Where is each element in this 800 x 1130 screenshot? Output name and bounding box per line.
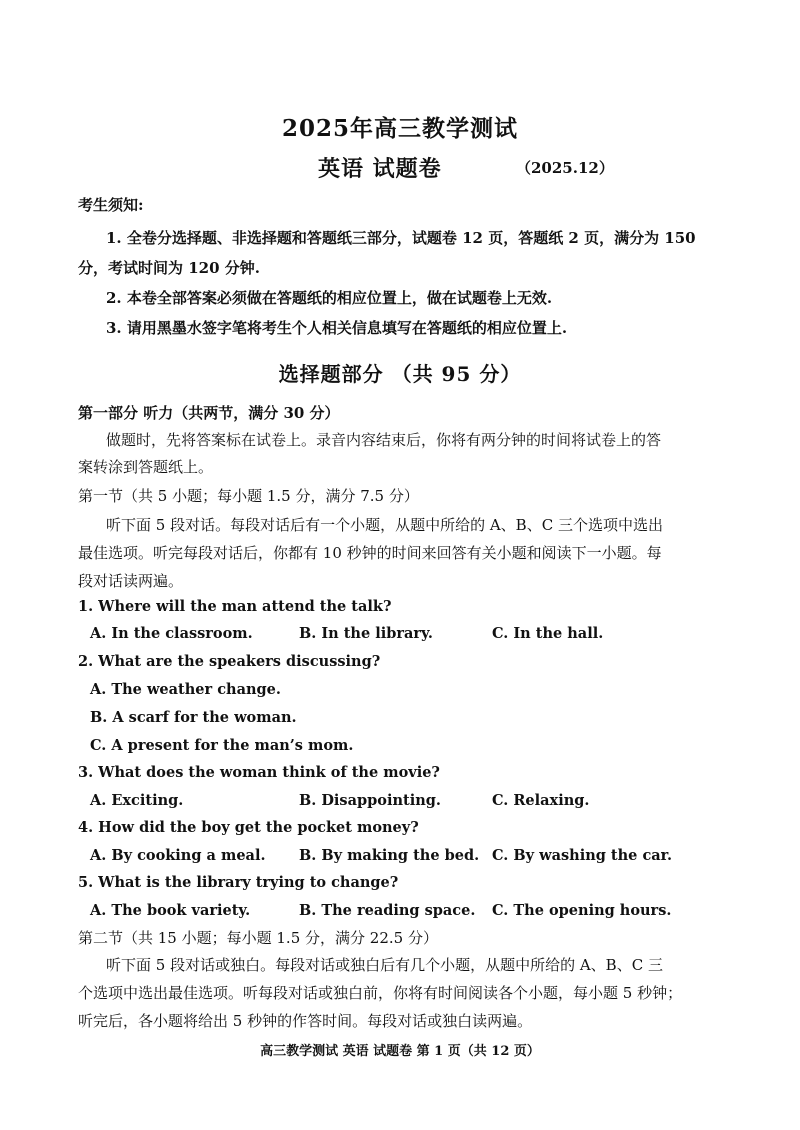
subtitle-row	[0, 152, 800, 186]
question-3-option-a: A. Exciting.	[90, 792, 184, 809]
part1-intro-1: 做题时，先将答案标在试卷上。录音内容结束后，你将有两分钟的时间将试卷上的答	[106, 431, 662, 449]
question-4-option-c: C. By washing the car.	[492, 847, 673, 864]
section1-intro-3: 段对话读两遍。	[78, 572, 184, 590]
notice-line-1: 1. 全卷分选择题、非选择题和答题纸三部分，试题卷 12 页，答题纸 2 页，满分为 150	[106, 229, 696, 247]
question-4: 4. How did the boy get the pocket money?	[78, 819, 419, 836]
question-4-option-b: B. By making the bed.	[299, 847, 480, 864]
section2-intro-2: 个选项中选出最佳选项。听每段对话或独白前，你将有时间阅读各个小题，每小题 5 秒钟；	[78, 984, 683, 1002]
question-3-option-b: B. Disappointing.	[299, 792, 441, 809]
section2-intro-3: 听完后，各小题将给出 5 秒钟的作答时间。每段对话或独白读两遍。	[78, 1012, 533, 1030]
section2-heading: 第二节（共 15 小题；每小题 1.5 分，满分 22.5 分）	[78, 929, 438, 947]
section1-intro-1: 听下面 5 段对话。每段对话后有一个小题，从题中所给的 A、B、C 三个选项中选出	[106, 516, 663, 534]
question-5-option-c: C. The opening hours.	[492, 902, 672, 919]
question-3-option-c: C. Relaxing.	[492, 792, 590, 809]
section1-intro-2: 最佳选项。听完每段对话后，你都有 10 秒钟的时间来回答有关小题和阅读下一小题。每	[78, 544, 662, 562]
question-2-option-a: A. The weather change.	[90, 681, 281, 698]
exam-title: 2025年高三教学测试	[281, 115, 518, 142]
notice-line-1-cont: 分，考试时间为 120 分钟.	[78, 259, 260, 277]
exam-date: （2025.12）	[516, 159, 614, 177]
question-5-option-b: B. The reading space.	[299, 902, 476, 919]
question-2-option-b: B. A scarf for the woman.	[90, 709, 297, 726]
question-3: 3. What does the woman think of the movie?	[78, 764, 440, 781]
exam-subtitle: 英语 试题卷	[318, 156, 442, 182]
question-2: 2. What are the speakers discussing?	[78, 653, 381, 670]
question-1-option-c: C. In the hall.	[492, 625, 604, 642]
part1-intro-2: 案转涂到答题纸上。	[78, 458, 214, 476]
question-2-option-c: C. A present for the man’s mom.	[90, 737, 354, 754]
section2-intro-1: 听下面 5 段对话或独白。每段对话或独白后有几个小题，从题中所给的 A、B、C 三	[106, 956, 663, 974]
question-5: 5. What is the library trying to change?	[78, 874, 399, 891]
question-1-option-b: B. In the library.	[299, 625, 433, 642]
section1-heading: 第一节（共 5 小题；每小题 1.5 分，满分 7.5 分）	[78, 487, 419, 505]
notice-line-2: 2. 本卷全部答案必须做在答题纸的相应位置上，做在试题卷上无效.	[106, 289, 553, 307]
question-1-option-a: A. In the classroom.	[90, 625, 253, 642]
question-1: 1. Where will the man attend the talk?	[78, 598, 392, 615]
notice-heading: 考生须知:	[78, 196, 144, 214]
notice-line-3: 3. 请用黑墨水签字笔将考生个人相关信息填写在答题纸的相应位置上.	[106, 319, 568, 337]
section-title: 选择题部分 （共 95 分）	[278, 362, 522, 386]
question-4-option-a: A. By cooking a meal.	[90, 847, 266, 864]
page-footer: 高三教学测试 英语 试题卷 第 1 页（共 12 页）	[260, 1044, 540, 1059]
part1-heading: 第一部分 听力（共两节，满分 30 分）	[78, 404, 340, 422]
question-5-option-a: A. The book variety.	[90, 902, 251, 919]
